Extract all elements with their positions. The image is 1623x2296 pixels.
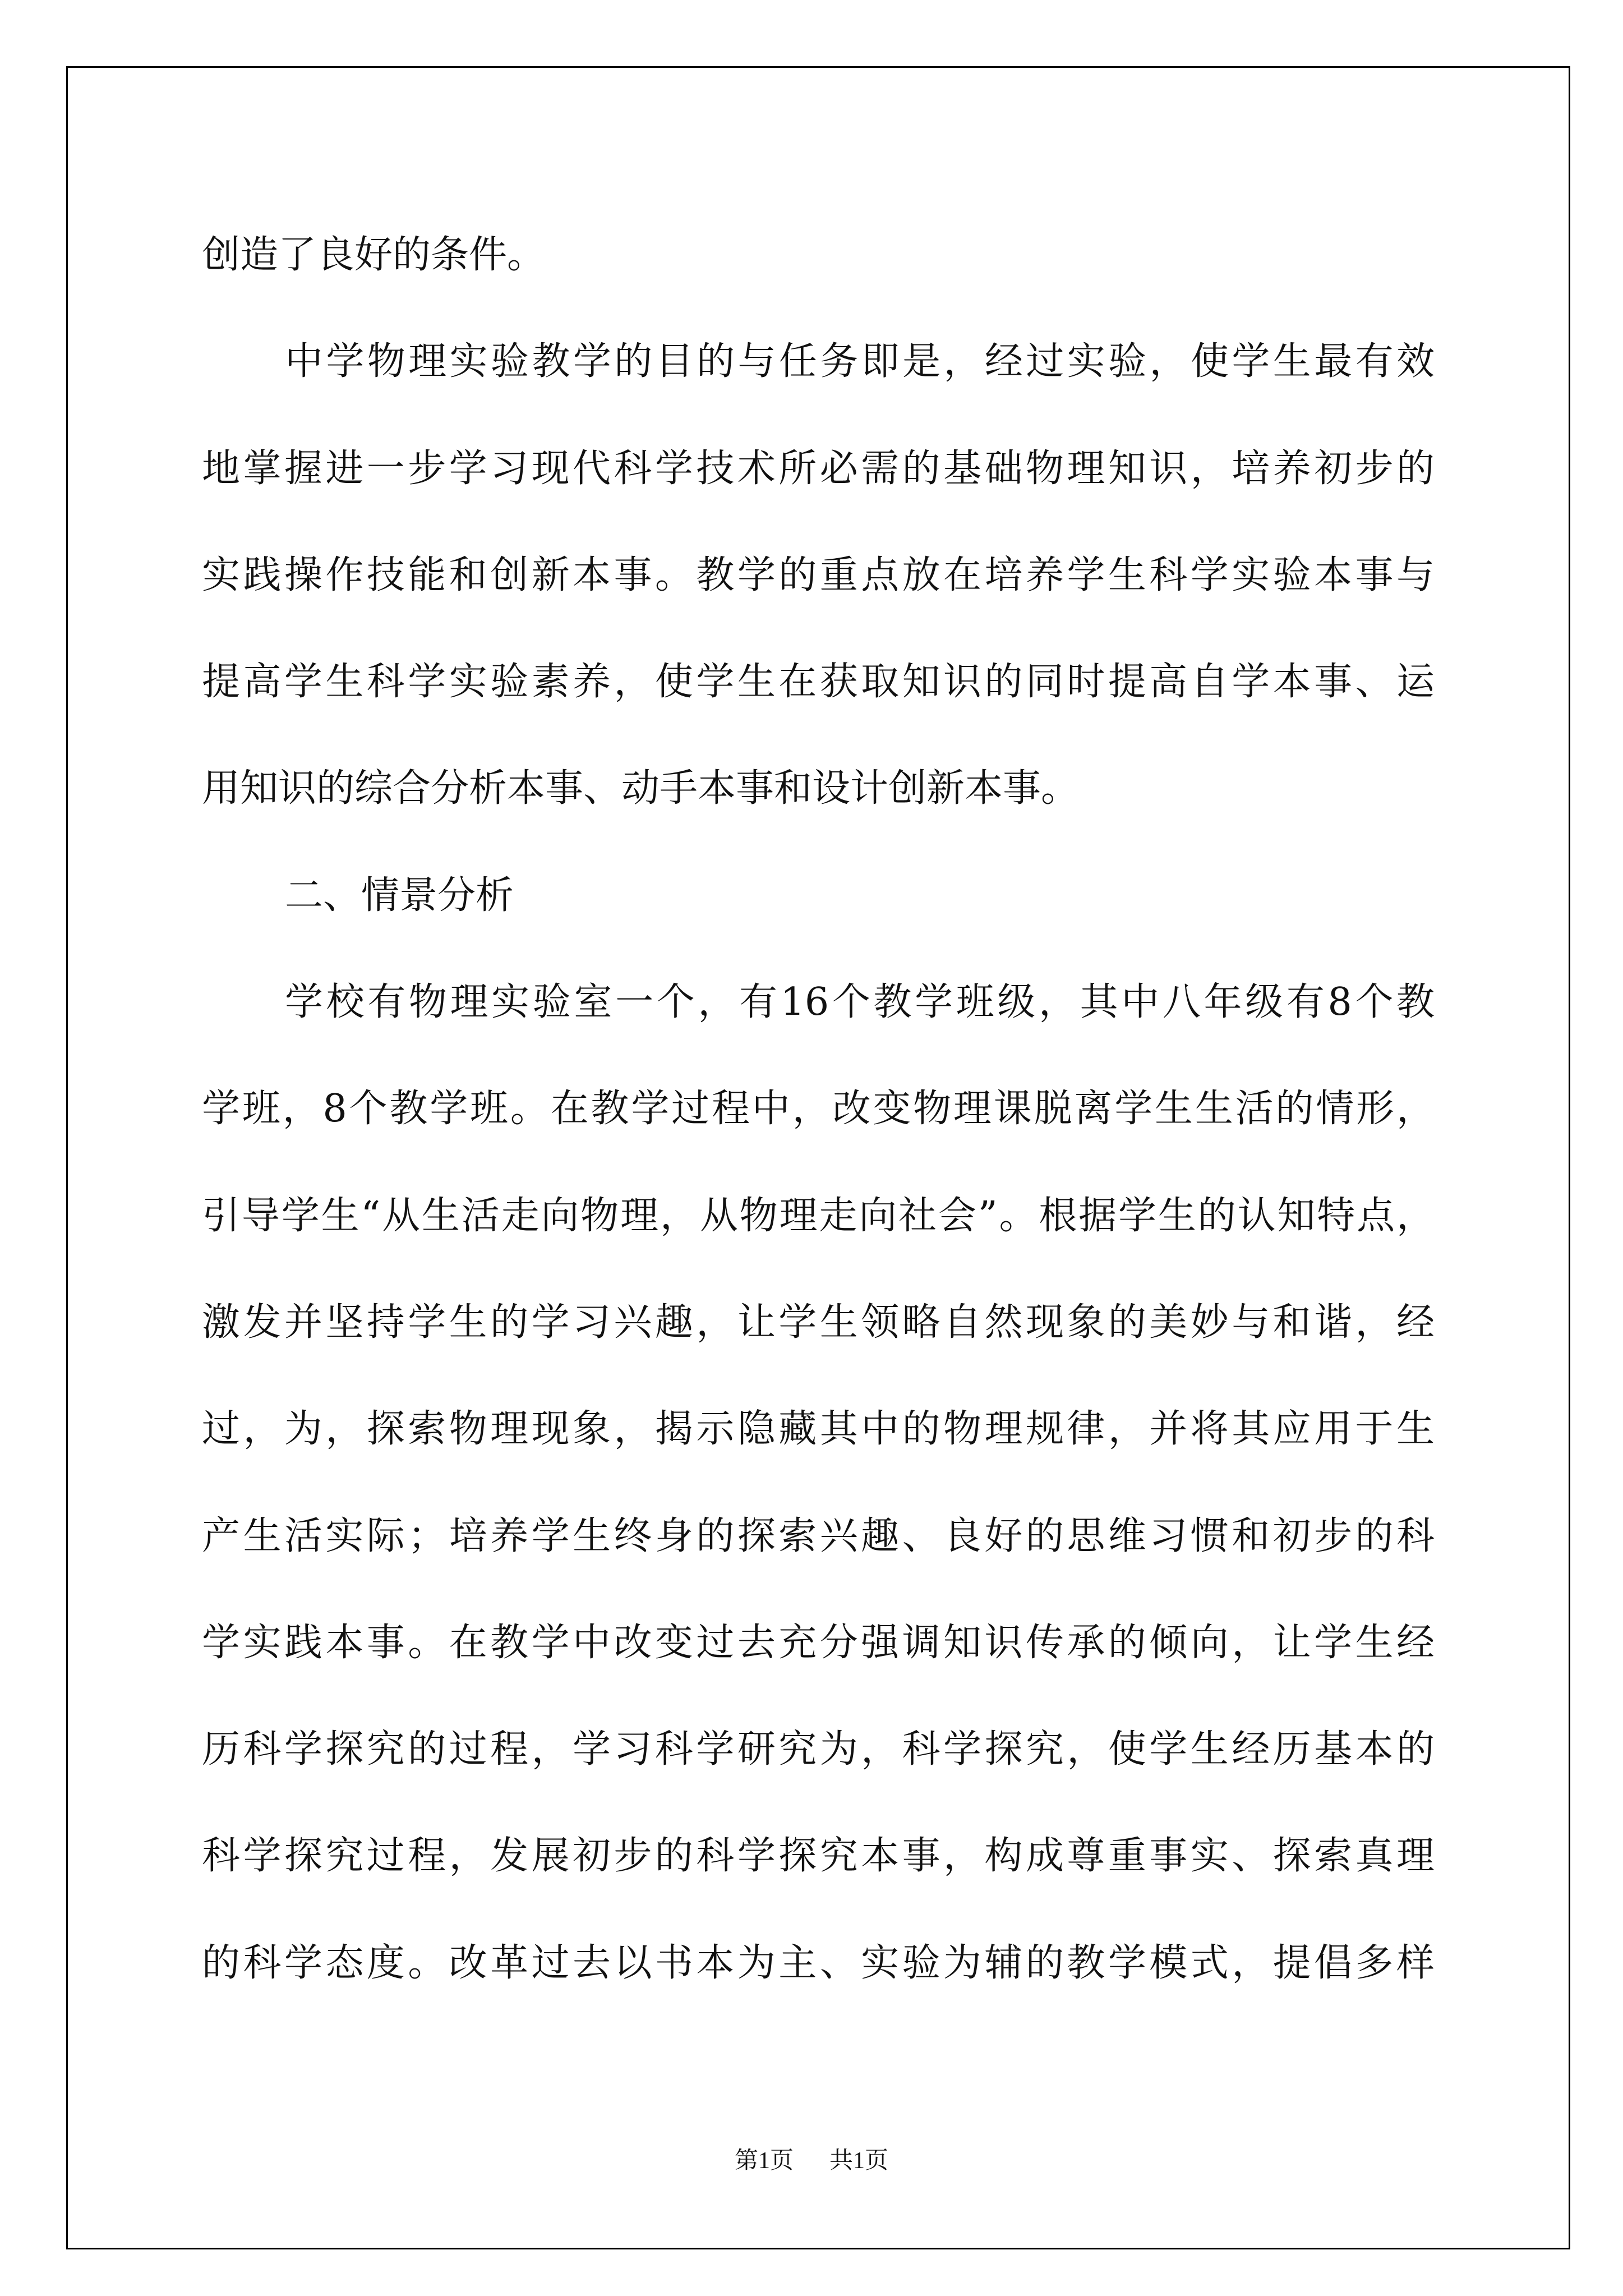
text-line: 产生活实际；培养学生终身的探索兴趣、良好的思维习惯和初步的科 — [202, 1513, 1435, 1558]
text-line: 科学探究过程，发展初步的科学探究本事，构成尊重事实、探索真理 — [202, 1834, 1435, 1879]
text-line: 提高学生科学实验素养，使学生在获取知识的同时提高自学本事、运 — [202, 660, 1435, 705]
document-body — [202, 202, 1435, 2017]
text-line: 过，为，探索物理现象，揭示隐藏其中的物理规律，并将其应用于生 — [202, 1407, 1435, 1452]
text-line: 引导学生“从生活走向物理，从物理走向社会”。根据学生的认知特点， — [202, 1193, 1435, 1238]
text-line: 学校有物理实验室一个，有16个教学班级，其中八年级有8个教 — [285, 980, 1435, 1025]
text-line: 用知识的综合分析本事、动手本事和设计创新本事。 — [202, 766, 1080, 811]
text-line: 中学物理实验教学的目的与任务即是，经过实验，使学生最有效 — [285, 339, 1435, 384]
text-line: 激发并坚持学生的学习兴趣，让学生领略自然现象的美妙与和谐，经 — [202, 1300, 1435, 1345]
text-line: 学班，8个教学班。在教学过程中，改变物理课脱离学生生活的情形， — [202, 1087, 1435, 1131]
page-footer — [0, 2144, 1623, 2178]
section-heading: 二、情景分析 — [285, 873, 514, 918]
page-number: 第1页 — [734, 2148, 794, 2174]
text-line: 的科学态度。改革过去以书本为主、实验为辅的教学模式，提倡多样 — [202, 1940, 1435, 1985]
text-line: 创造了良好的条件。 — [202, 233, 546, 277]
text-line: 实践操作技能和创新本事。教学的重点放在培养学生科学实验本事与 — [202, 553, 1435, 597]
text-line: 学实践本事。在教学中改变过去充分强调知识传承的倾向，让学生经 — [202, 1620, 1435, 1665]
page-total: 共1页 — [829, 2148, 889, 2174]
text-line: 地掌握进一步学习现代科学技术所必需的基础物理知识，培养初步的 — [202, 446, 1435, 491]
text-line: 历科学探究的过程，学习科学研究为，科学探究，使学生经历基本的 — [202, 1727, 1435, 1772]
